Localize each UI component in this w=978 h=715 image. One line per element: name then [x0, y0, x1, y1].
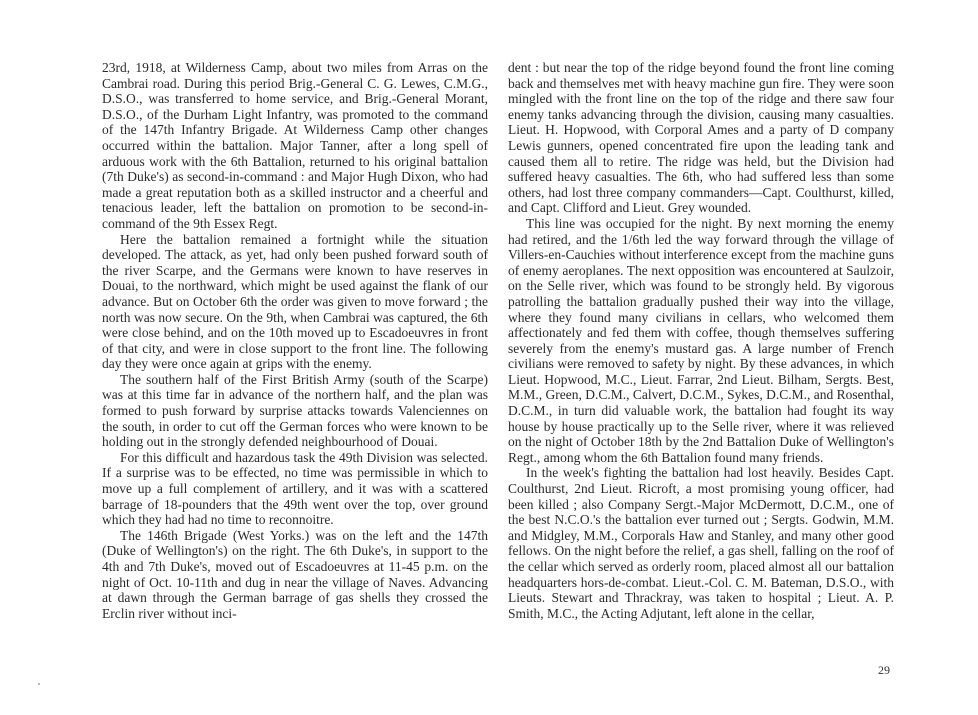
paragraph: The southern half of the First British Army (south of the Scarpe) was at this time far in advance of the northern half, and the plan was formed to push forward by surprise attacks towards Valenciennes on the south, in order to cut off the German forces who were known to be holding out in the strongly defended neighbourhood of Douai.	[102, 371, 488, 450]
paragraph: For this difficult and hazardous task the 49th Division was selected. If a surprise was to be effected, no time was permissible in which to move up a full complement of artillery, and it was with a scattered barrage of 18-pounders that the 49th went over the top, over ground which they had had no time to reconnoitre.	[102, 449, 488, 528]
scan-speck	[38, 683, 40, 685]
right-column	[508, 60, 894, 621]
paragraph: 23rd, 1918, at Wilderness Camp, about two miles from Arras on the Cambrai road. During this period Brig.-General C. G. Lewes, C.M.G., D.S.O., was transferred to home service, and Brig.-General Morant, D.S.O., of the Durham Light Infantry, was promoted to the command of the 147th Infantry Brigade. At Wilderness Camp other changes occurred within the battalion. Major Tanner, after a long spell of arduous work with the 6th Battalion, returned to his original battalion (7th Duke's) as second-in-command : and Major Hugh Dixon, who had made a great reputation both as a skilled instructor and a cheerful and tenacious leader, left the battalion on promotion to be second-in-command of the 9th Essex Regt.	[102, 60, 488, 231]
paragraph: This line was occupied for the night. By next morning the enemy had retired, and the 1/6th led the way forward through the village of Villers-en-Cauchies without interference except from the machine guns of enemy aeroplanes. The next opposition was encountered at Saulzoir, on the Selle river, which was found to be strongly held. By vigorous patrolling the battalion gradually pushed their way into the village, where they found many civilians in cellars, who welcomed them affectionately and fed them with coffee, though themselves suffering severely from the enemy's mustard gas. A large number of French civilians were removed to safety by night. By these advances, in which Lieut. Hopwood, M.C., Lieut. Farrar, 2nd Lieut. Bilham, Sergts. Best, M.M., Green, D.C.M., Calvert, D.C.M., Sykes, D.C.M., and Rosenthal, D.C.M., in turn did valuable work, the battalion had fought its way house by house practically up to the Selle river, where it was relieved on the night of October 18th by the 2nd Battalion Duke of Wellington's Regt., among whom the 6th Battalion found many friends.	[508, 215, 894, 465]
left-column	[102, 60, 488, 621]
paragraph: The 146th Brigade (West Yorks.) was on the left and the 147th (Duke of Wellington's) on the right. The 6th Duke's, in support to the 4th and 7th Duke's, moved out of Escadoeuvres at 11-45 p.m. on the night of Oct. 10-11th and dug in near the village of Naves. Advancing at dawn through the German barrage of gas shells they crossed the Erclin river without inci-	[102, 527, 488, 621]
paragraph: Here the battalion remained a fortnight while the situation developed. The attack, as yet, had only been pushed forward south of the river Scarpe, and the Germans were known to have reserves in Douai, to the northward, which might be used against the flank of our advance. But on October 6th the order was given to move forward ; the north was now secure. On the 9th, when Cambrai was captured, the 6th were close behind, and on the 10th moved up to Escadoeuvres in front of that city, and were in close support to the front line. The following day they were once again at grips with the enemy.	[102, 231, 488, 372]
paragraph: In the week's fighting the battalion had lost heavily. Besides Capt. Coulthurst, 2nd Lieut. Ricroft, a most promising young officer, had been killed ; also Company Sergt.-Major McDermott, D.C.M., one of the best N.C.O.'s the battalion ever turned out ; Sergts. Godwin, M.M. and Midgley, M.M., Corporals Haw and Stanley, and many other good fellows. On the night before the relief, a gas shell, falling on the roof of the cellar which served as orderly room, placed almost all our battalion headquarters hors-de-combat. Lieut.-Col. C. M. Bateman, D.S.O., with Lieuts. Stewart and Thrackray, was taken to hospital ; Lieut. A. P. Smith, M.C., the Acting Adjutant, left alone in the cellar,	[508, 465, 894, 621]
page-number: 29	[878, 663, 890, 677]
paragraph: dent : but near the top of the ridge beyond found the front line coming back and themselves met with heavy machine gun fire. They were soon mingled with the front line on the top of the ridge and there saw four enemy tanks advancing through the division, causing many casualties. Lieut. H. Hopwood, with Corporal Ames and a party of D company Lewis gunners, opened concentrated fire upon the leading tank and caused them all to retire. The ridge was held, but the Division had suffered heavy casualties. The 6th, who had suffered less than some others, had lost three company commanders—Capt. Coulthurst, killed, and Capt. Clifford and Lieut. Grey wounded.	[508, 60, 894, 216]
